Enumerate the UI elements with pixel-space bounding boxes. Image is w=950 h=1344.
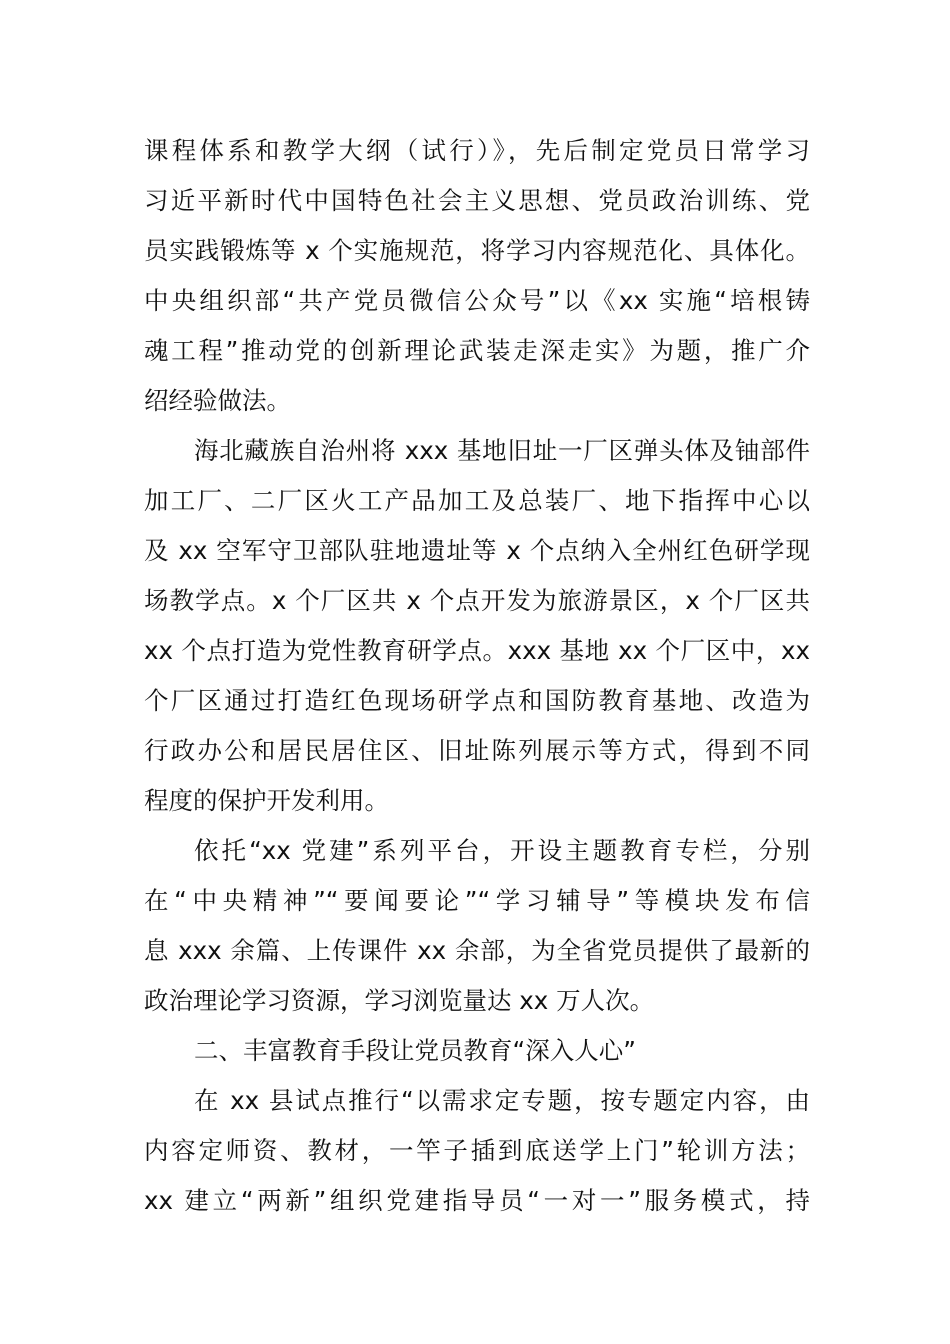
text-line-4: 中央组织部“共产党员微信公众号”以《xx 实施“培根铸 bbox=[144, 286, 810, 315]
text-line-16: 在“中央精神”“要闻要论”“学习辅导”等模块发布信 bbox=[144, 886, 810, 915]
text-line-7: 海北藏族自治州将 xxx 基地旧址一厂区弹头体及铀部件 bbox=[194, 436, 810, 465]
text-line-12: 个厂区通过打造红色现场研学点和国防教育基地、改造为 bbox=[144, 686, 810, 715]
text-line-22: xx 建立“两新”组织党建指导员“一对一”服务模式，持 bbox=[144, 1186, 810, 1215]
text-line-20: 在 xx 县试点推行“以需求定专题，按专题定内容，由 bbox=[194, 1086, 810, 1115]
text-line-9: 及 xx 空军守卫部队驻地遗址等 x 个点纳入全州红色研学现 bbox=[144, 536, 810, 565]
text-line-8: 加工厂、二厂区火工产品加工及总装厂、地下指挥中心以 bbox=[144, 486, 810, 515]
text-line-21: 内容定师资、教材，一竿子插到底送学上门”轮训方法； bbox=[144, 1136, 810, 1165]
text-line-2: 习近平新时代中国特色社会主义思想、党员政治训练、党 bbox=[144, 186, 810, 215]
text-line-17: 息 xxx 余篇、上传课件 xx 余部，为全省党员提供了最新的 bbox=[144, 936, 810, 965]
text-line-18: 政治理论学习资源，学习浏览量达 xx 万人次。 bbox=[144, 986, 655, 1015]
text-line-6: 绍经验做法。 bbox=[144, 386, 291, 415]
text-line-5: 魂工程”推动党的创新理论武装走深走实》为题，推广介 bbox=[144, 336, 810, 365]
section-heading: 二、丰富教育手段让党员教育“深入人心” bbox=[194, 1036, 636, 1065]
text-line-10: 场教学点。x 个厂区共 x 个点开发为旅游景区，x 个厂区共 bbox=[144, 586, 810, 615]
text-line-13: 行政办公和居民居住区、旧址陈列展示等方式，得到不同 bbox=[144, 736, 810, 765]
text-line-11: xx 个点打造为党性教育研学点。xxx 基地 xx 个厂区中，xx bbox=[144, 636, 810, 665]
text-line-15: 依托“xx 党建”系列平台，开设主题教育专栏，分别 bbox=[194, 836, 810, 865]
text-line-14: 程度的保护开发利用。 bbox=[144, 786, 389, 815]
text-line-3: 员实践锻炼等 x 个实施规范，将学习内容规范化、具体化。 bbox=[144, 236, 810, 265]
text-line-1: 课程体系和教学大纲（试行）》，先后制定党员日常学习 bbox=[144, 136, 810, 165]
